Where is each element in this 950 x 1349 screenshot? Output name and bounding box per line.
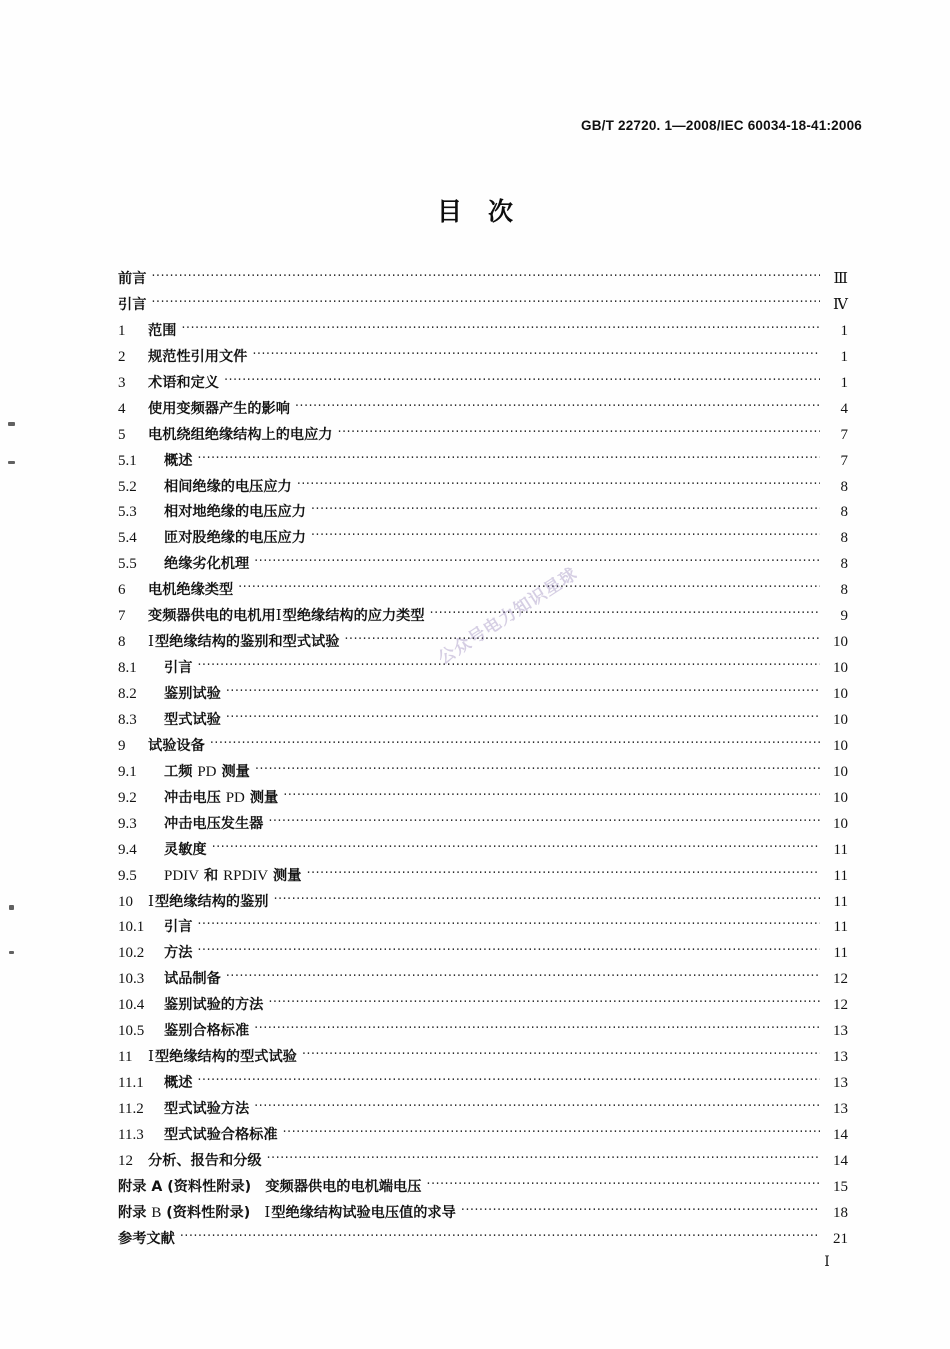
toc-entry-label: 型式试验 <box>164 711 221 728</box>
toc-entry-label: 试品制备 <box>164 971 221 988</box>
toc-entry-label: 范围 <box>148 322 177 339</box>
toc-entry-page-number: 13 <box>833 1101 848 1117</box>
toc-entry-number: 9.1 <box>118 763 137 780</box>
toc-leader-dots <box>254 1021 820 1035</box>
toc-leader-dots <box>283 788 820 802</box>
toc-entry-number: 2 <box>118 348 126 365</box>
toc-leader-dots <box>267 1151 820 1165</box>
toc-entry-page-number: 1 <box>840 322 848 339</box>
toc-leader-dots <box>212 840 820 854</box>
toc-entry[interactable] <box>118 839 848 865</box>
toc-entry-label: 规范性引用文件 <box>148 348 248 365</box>
toc-entry[interactable] <box>118 398 848 424</box>
toc-leader-dots <box>224 373 820 387</box>
toc-entry-number: 10.3 <box>118 971 145 988</box>
toc-entry-number: 9.4 <box>118 841 137 858</box>
toc-entry-label: 概述 <box>164 1075 193 1092</box>
toc-entry-page-number: 12 <box>833 997 848 1014</box>
toc-leader-dots <box>297 477 820 491</box>
toc-leader-dots <box>254 554 820 568</box>
scan-artifact <box>8 422 15 426</box>
toc-leader-dots <box>226 684 820 698</box>
toc-entry-page-number: 11 <box>833 893 848 910</box>
toc-entry-page-number: 11 <box>833 841 848 858</box>
toc-entry-number: 5.4 <box>118 530 137 547</box>
toc-leader-dots <box>295 399 820 413</box>
toc-entry-number: 5.3 <box>118 504 137 521</box>
toc-entry[interactable] <box>118 865 848 891</box>
watermark-text: 公众号电力知识星球 <box>434 563 582 669</box>
toc-entry-number: 10.2 <box>118 945 145 962</box>
toc-entry[interactable] <box>118 1072 848 1098</box>
toc-entry-number: 5.1 <box>118 452 137 469</box>
toc-entry-page-number: 13 <box>833 1023 848 1040</box>
toc-entry-page-number: 8 <box>840 478 848 495</box>
toc-entry-page-number: 1 <box>840 374 848 391</box>
toc-entry-page-number: 10 <box>833 660 848 677</box>
toc-entry-number: 9.2 <box>118 789 137 806</box>
toc-entry-label: 引言 <box>164 919 193 936</box>
toc-leader-dots <box>426 1177 820 1191</box>
toc-entry[interactable] <box>118 735 848 761</box>
toc-entry-page-number: 7 <box>840 426 848 443</box>
toc-entry-page-number: Ⅳ <box>833 296 848 313</box>
toc-entry-number: 7 <box>118 608 126 625</box>
toc-entry[interactable] <box>118 268 848 294</box>
toc-leader-dots <box>337 425 820 439</box>
toc-entry[interactable] <box>118 787 848 813</box>
standard-code-header: GB/T 22720. 1—2008/IEC 60034-18-41:2006 <box>581 118 862 133</box>
toc-entry-number: 6 <box>118 582 126 599</box>
toc-leader-dots <box>311 502 820 516</box>
toc-entry-label: 鉴别试验 <box>164 686 221 702</box>
toc-entry-label: 方法 <box>164 945 193 962</box>
toc-leader-dots <box>226 969 820 983</box>
toc-entry-page-number: 4 <box>840 400 848 417</box>
toc-entry-number: 10.5 <box>118 1023 145 1040</box>
toc-entry-number: 8.1 <box>118 660 137 677</box>
toc-entry-page-number: 12 <box>833 971 848 988</box>
toc-entry-page-number: 7 <box>840 452 848 469</box>
toc-entry-number: 9.3 <box>118 815 137 832</box>
toc-entry[interactable] <box>118 605 848 631</box>
toc-leader-dots <box>461 1203 820 1217</box>
toc-entry[interactable] <box>118 1046 848 1072</box>
toc-leader-dots <box>197 451 820 465</box>
toc-leader-dots <box>180 1229 820 1243</box>
toc-entry-label: 附录 A (资料性附录) 变频器供电的电机端电压 <box>118 1178 422 1195</box>
toc-entry[interactable] <box>118 476 848 502</box>
toc-entry[interactable] <box>118 1176 848 1202</box>
toc-leader-dots <box>273 892 820 906</box>
toc-entry-page-number: 21 <box>833 1230 848 1247</box>
toc-entry-page-number: 8 <box>840 530 848 547</box>
toc-entry[interactable] <box>118 553 848 579</box>
toc-entry-number: 11.3 <box>118 1126 144 1143</box>
toc-entry[interactable] <box>118 761 848 787</box>
page-title <box>0 192 950 228</box>
toc-entry[interactable] <box>118 709 848 735</box>
toc-leader-dots <box>151 269 820 283</box>
toc-entry-page-number: 18 <box>833 1204 848 1221</box>
toc-leader-dots <box>197 917 820 931</box>
toc-entry-label: 参考文献 <box>118 1230 175 1247</box>
toc-entry-label: 概述 <box>164 452 193 469</box>
toc-leader-dots <box>311 528 820 542</box>
toc-entry-label: 型式试验方法 <box>164 1101 250 1117</box>
scan-artifact <box>9 951 14 954</box>
toc-entry-page-number: 8 <box>840 504 848 521</box>
toc-entry-label: 术语和定义 <box>148 374 219 391</box>
toc-entry-page-number: Ⅲ <box>833 271 848 287</box>
toc-leader-dots <box>255 762 820 776</box>
toc-entry-label: 附录 B (资料性附录) Ⅰ型绝缘结构试验电压值的求导 <box>118 1204 456 1221</box>
toc-entry-label: Ⅰ型绝缘结构的鉴别 <box>148 893 269 910</box>
toc-entry-page-number: 10 <box>833 737 848 754</box>
toc-entry[interactable] <box>118 346 848 372</box>
toc-leader-dots <box>254 1099 820 1113</box>
toc-entry[interactable] <box>118 968 848 994</box>
toc-entry-page-number: 1 <box>840 348 848 365</box>
toc-entry-number: 10 <box>118 893 133 910</box>
toc-leader-dots <box>210 736 820 750</box>
toc-leader-dots <box>283 1125 820 1139</box>
toc-entry-page-number: 9 <box>840 608 848 625</box>
toc-entry-page-number: 10 <box>833 789 848 806</box>
toc-entry[interactable] <box>118 916 848 942</box>
toc-entry-number: 8.3 <box>118 711 137 728</box>
toc-entry[interactable] <box>118 450 848 476</box>
toc-entry-page-number: 13 <box>833 1049 848 1066</box>
toc-entry-page-number: 10 <box>833 686 848 702</box>
toc-entry[interactable] <box>118 631 848 657</box>
toc-leader-dots <box>226 710 820 724</box>
toc-leader-dots <box>181 321 820 335</box>
toc-entry[interactable] <box>118 1228 848 1254</box>
toc-entry-label: 工频 PD 测量 <box>164 763 250 780</box>
toc-entry-number: 5 <box>118 426 126 443</box>
toc-entry-label: 灵敏度 <box>164 841 207 858</box>
toc-leader-dots <box>302 1047 820 1061</box>
page-title-char-2: 次 <box>488 197 514 226</box>
toc-entry[interactable] <box>118 891 848 917</box>
toc-entry-label: Ⅰ型绝缘结构的鉴别和型式试验 <box>148 634 340 651</box>
scan-artifact <box>9 905 14 910</box>
toc-entry[interactable] <box>118 527 848 553</box>
toc-entry-label: 相间绝缘的电压应力 <box>164 478 292 495</box>
table-of-contents <box>118 268 848 1254</box>
toc-entry-label: 电机绝缘类型 <box>148 582 234 599</box>
toc-entry-label: 绝缘劣化机理 <box>164 556 250 573</box>
toc-leader-dots <box>197 1073 820 1087</box>
toc-entry[interactable] <box>118 294 848 320</box>
toc-entry-number: 10.1 <box>118 919 145 936</box>
toc-entry-label: 冲击电压发生器 <box>164 815 264 832</box>
toc-entry-label: 前言 <box>118 271 147 287</box>
toc-leader-dots <box>344 632 820 646</box>
toc-entry-label: 鉴别试验的方法 <box>164 997 264 1014</box>
toc-entry[interactable] <box>118 1020 848 1046</box>
toc-entry-page-number: 10 <box>833 763 848 780</box>
toc-entry-number: 11.1 <box>118 1075 144 1092</box>
toc-entry-label: 型式试验合格标准 <box>164 1126 278 1143</box>
toc-entry[interactable] <box>118 813 848 839</box>
scan-artifact <box>8 461 15 464</box>
toc-leader-dots <box>252 347 820 361</box>
toc-entry[interactable] <box>118 994 848 1020</box>
toc-entry-number: 9.5 <box>118 867 137 884</box>
toc-entry-page-number: 13 <box>833 1075 848 1092</box>
toc-entry-number: 4 <box>118 400 126 417</box>
toc-entry-number: 8 <box>118 634 126 651</box>
toc-entry[interactable] <box>118 683 848 709</box>
toc-entry-label: 匝对股绝缘的电压应力 <box>164 530 306 547</box>
toc-leader-dots <box>430 606 820 620</box>
toc-entry[interactable] <box>118 1098 848 1124</box>
toc-entry-label: 试验设备 <box>148 737 205 754</box>
toc-entry-label: 冲击电压 PD 测量 <box>164 789 279 806</box>
toc-entry[interactable] <box>118 657 848 683</box>
toc-entry-label: 变频器供电的电机用Ⅰ型绝缘结构的应力类型 <box>148 608 425 625</box>
toc-leader-dots <box>306 866 820 880</box>
toc-entry-page-number: 14 <box>833 1152 848 1169</box>
toc-leader-dots <box>151 295 820 309</box>
toc-entry-page-number: 10 <box>833 815 848 832</box>
toc-entry-label: 相对地绝缘的电压应力 <box>164 504 306 521</box>
toc-entry-label: 分析、报告和分级 <box>148 1152 262 1169</box>
toc-entry-page-number: 8 <box>840 556 848 573</box>
toc-entry-page-number: 8 <box>840 582 848 599</box>
toc-entry-page-number: 10 <box>833 634 848 651</box>
page-folio <box>0 1254 950 1271</box>
toc-entry-number: 1 <box>118 322 126 339</box>
toc-entry-number: 5.2 <box>118 478 137 495</box>
toc-entry[interactable] <box>118 424 848 450</box>
toc-entry-label: 鉴别合格标准 <box>164 1023 250 1040</box>
toc-entry-label: 引言 <box>118 296 147 313</box>
toc-entry-number: 10.4 <box>118 997 145 1014</box>
toc-entry-number: 8.2 <box>118 686 137 702</box>
toc-entry[interactable] <box>118 579 848 605</box>
page-title-char-1: 目 <box>436 197 462 226</box>
toc-entry-number: 11.2 <box>118 1101 144 1117</box>
toc-leader-dots <box>268 814 820 828</box>
toc-entry-number: 3 <box>118 374 126 391</box>
toc-entry-number: 9 <box>118 737 126 754</box>
toc-leader-dots <box>197 658 820 672</box>
toc-entry-page-number: 11 <box>833 919 848 936</box>
toc-entry[interactable] <box>118 1202 848 1228</box>
toc-entry[interactable] <box>118 942 848 968</box>
toc-entry[interactable] <box>118 1124 848 1150</box>
toc-entry-page-number: 10 <box>833 711 848 728</box>
toc-entry-label: PDIV 和 RPDIV 测量 <box>164 867 302 884</box>
toc-entry-page-number: 11 <box>833 945 848 962</box>
toc-entry-number: 5.5 <box>118 556 137 573</box>
toc-entry-label: 使用变频器产生的影响 <box>148 400 290 417</box>
toc-entry[interactable] <box>118 501 848 527</box>
toc-entry-page-number: 11 <box>833 867 848 884</box>
toc-entry-page-number: 15 <box>833 1178 848 1195</box>
toc-entry-label: 电机绕组绝缘结构上的电应力 <box>148 426 333 443</box>
toc-leader-dots <box>197 943 820 957</box>
toc-leader-dots <box>268 995 820 1009</box>
toc-entry-page-number: 14 <box>833 1126 848 1143</box>
toc-entry-label: 引言 <box>164 660 193 677</box>
toc-entry[interactable] <box>118 372 848 398</box>
toc-entry-label: Ⅰ型绝缘结构的型式试验 <box>148 1049 297 1066</box>
toc-entry[interactable] <box>118 1150 848 1176</box>
folio-number: Ⅰ <box>824 1255 830 1270</box>
toc-entry-number: 12 <box>118 1152 133 1169</box>
toc-entry[interactable] <box>118 320 848 346</box>
toc-entry-number: 11 <box>118 1049 133 1066</box>
toc-leader-dots <box>238 580 820 594</box>
